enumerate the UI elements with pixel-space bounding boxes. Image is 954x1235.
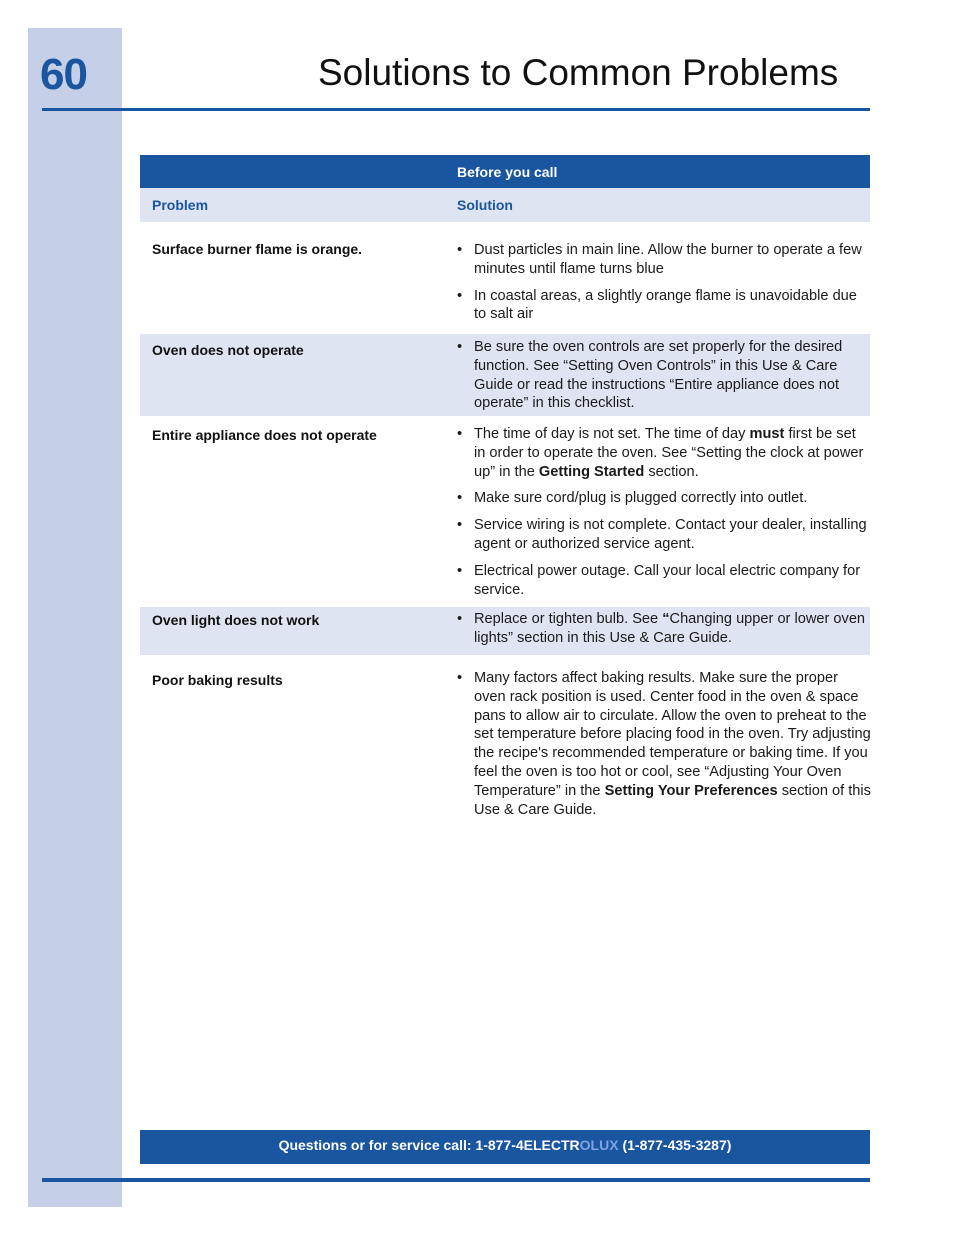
solution-list <box>457 425 871 599</box>
problem-label: Surface burner flame is orange. <box>152 241 363 257</box>
solution-item <box>457 562 871 600</box>
solution-item <box>457 287 871 325</box>
solution-emphasis: Setting Your Preferences <box>604 782 778 799</box>
solution-text: Service wiring is not complete. Contact your dealer, installing agent or authorized service agent. <box>474 517 867 552</box>
problem-label: Entire appliance does not operate <box>152 427 377 443</box>
page-title: Solutions to Common Problems <box>318 52 839 93</box>
footer-text-before: Questions or for service call: 1-877-4ELECTR <box>278 1137 580 1153</box>
page-number: 60 <box>40 50 87 99</box>
solution-text: section. <box>644 463 699 480</box>
solution-emphasis: must <box>749 426 785 442</box>
service-call-footer <box>140 1130 870 1164</box>
solution-text: section of this Use & Care Guide. <box>474 782 871 818</box>
column-header-row <box>140 188 870 222</box>
troubleshooting-table <box>140 155 870 855</box>
problem-label: Oven does not operate <box>152 342 304 358</box>
problem-label: Oven light does not work <box>152 612 320 628</box>
table-row <box>140 655 870 855</box>
solution-item <box>457 338 871 413</box>
footer-text-accent: OLUX <box>579 1137 619 1153</box>
table-header-bar <box>140 155 870 188</box>
solution-text: Be sure the oven controls are set properly for the desired function. See “Setting Oven Controls” in this Use & Care Guide or read the instructions “Entire appliance does not operate” in this checklist. <box>474 339 843 412</box>
solution-emphasis: Getting Started <box>538 463 645 480</box>
solution-item <box>457 425 871 481</box>
solution-text: first be set in order to operate the oven. See “Setting the clock at power up” in the <box>474 426 864 480</box>
solution-text: Replace or tighten bulb. See <box>474 611 663 627</box>
side-band <box>28 28 122 1207</box>
solution-list <box>457 338 871 413</box>
bottom-divider <box>42 1178 870 1182</box>
solution-text: In coastal areas, a slightly orange flame is unavoidable due to salt air <box>474 287 857 323</box>
table-row <box>140 222 870 334</box>
table-row <box>140 416 870 607</box>
footer-text-after: (1-877-435-3287) <box>618 1137 732 1153</box>
table-row <box>140 607 870 655</box>
solution-item <box>457 489 871 508</box>
solution-list <box>457 610 871 648</box>
solution-text: Many factors affect baking results. Make sure the proper oven rack position is used. Center food in the oven & space pans to allow air to circulate. Allow the oven to preheat to the set temperature before placing food in the oven. Try adjusting the recipe's recommended temperature or baking time. If you feel the oven is too hot or cool, see “Adjusting Your Oven Temperature” in the <box>474 670 871 799</box>
column-header-solution: Solution <box>457 197 513 213</box>
solution-text: The time of day is not set. The time of day <box>474 426 750 442</box>
solution-text: Electrical power outage. Call your local electric company for service. <box>474 562 861 598</box>
column-header-problem: Problem <box>152 197 209 213</box>
solution-text: Make sure cord/plug is plugged correctly into outlet. <box>474 490 808 507</box>
solution-list <box>457 241 871 324</box>
solution-list <box>457 669 871 819</box>
title-divider <box>42 108 870 111</box>
solution-text: Changing upper or lower oven lights” section in this Use & Care Guide. <box>474 611 866 646</box>
solution-emphasis: “ <box>662 611 670 627</box>
table-header-title: Before you call <box>457 164 558 180</box>
solution-item <box>457 241 871 279</box>
solution-item <box>457 516 871 554</box>
solution-item <box>457 669 871 819</box>
table-row <box>140 334 870 416</box>
problem-label: Poor baking results <box>152 672 283 688</box>
solution-item <box>457 610 871 648</box>
solution-text: Dust particles in main line. Allow the burner to operate a few minutes until flame turns blue <box>474 242 862 277</box>
